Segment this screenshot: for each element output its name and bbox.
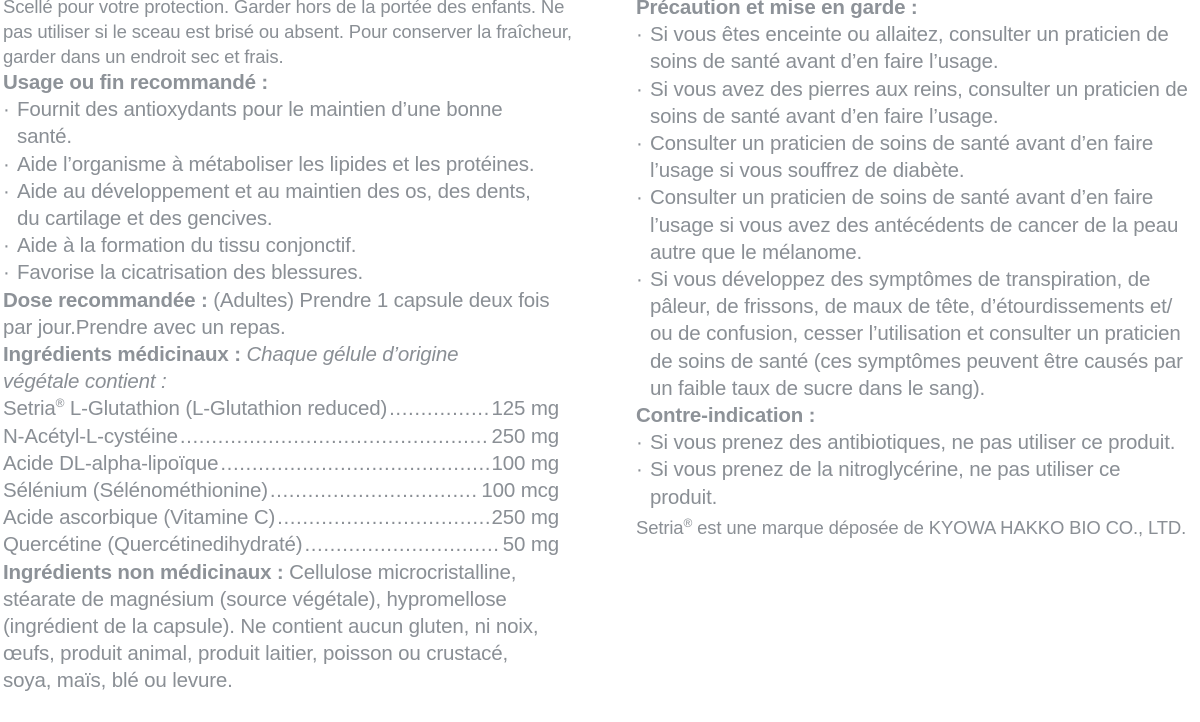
ingredient-amount: 250 mg	[491, 506, 559, 530]
dot-leader	[180, 423, 490, 450]
caution-list	[636, 21, 1196, 402]
dot-leader	[304, 531, 500, 558]
dose-line	[3, 287, 559, 314]
ingredient-name: Acide ascorbique (Vitamine C)	[3, 506, 276, 530]
usage-list	[3, 96, 559, 286]
list-item-continuation: santé.	[17, 125, 72, 149]
bullet-icon: ·	[636, 186, 643, 210]
list-item: · Si vous êtes enceinte ou allaitez, consulter un praticien de	[636, 21, 1196, 48]
medicinal-intro-continuation: végétale contient :	[3, 370, 167, 394]
medicinal-heading: Ingrédients médicinaux :	[3, 343, 241, 367]
ingredient-amount: 100 mcg	[481, 479, 559, 503]
intro-line: pas utiliser si le sceau est brisé ou absent. Pour conserver la fraîcheur,	[3, 21, 572, 42]
ingredient-amount: 100 mg	[491, 451, 559, 475]
list-item-continuation: autre que le mélanome.	[650, 240, 863, 264]
bullet-icon: ·	[3, 179, 10, 203]
trademark-notice: Setria® est une marque déposée de KYOWA HAKKO BIO CO., LTD.	[636, 515, 1187, 538]
list-item-continuation: un faible taux de sucre dans le sang).	[650, 376, 986, 400]
list-item-continuation: pâleur, de frissons, de maux de tête, d’étourdissements et/	[650, 295, 1173, 319]
intro-line: Scellé pour votre protection. Garder hors de la portée des enfants. Ne	[3, 0, 565, 17]
ingredient-name: N-Acétyl-L-cystéine	[3, 424, 178, 448]
dose-heading: Dose recommandée :	[3, 288, 208, 312]
ingredient-name: Acide DL-alpha-lipoïque	[3, 451, 219, 475]
ingredient-row	[3, 395, 559, 422]
left-column	[3, 0, 572, 695]
medicinal-intro: Chaque gélule d’origine	[240, 343, 459, 367]
ingredient-amount: 250 mg	[491, 424, 559, 448]
ingredient-row	[3, 531, 559, 558]
bullet-icon: ·	[3, 152, 10, 176]
bullet-icon: ·	[3, 98, 10, 122]
contra-list	[636, 429, 1196, 511]
dose-text: (Adultes) Prendre 1 capsule deux fois	[207, 288, 550, 312]
list-item: · Aide au développement et au maintien des os, des dents,	[3, 178, 559, 205]
intro-text	[3, 0, 572, 69]
non-medicinal-text: œufs, produit animal, produit laitier, poisson ou crustacé,	[3, 642, 509, 666]
intro-line: garder dans un endroit sec et frais.	[3, 46, 284, 67]
caution-heading: Précaution et mise en garde :	[636, 0, 918, 19]
ingredient-name: Sélénium (Sélénométhionine)	[3, 479, 268, 503]
ingredient-amount: 50 mg	[502, 533, 559, 557]
dot-leader	[220, 450, 489, 477]
medicinal-line	[3, 341, 559, 368]
usage-heading: Usage ou fin recommandé :	[3, 71, 269, 94]
list-item-continuation: l’usage si vous souffrez de diabète.	[650, 159, 965, 183]
bullet-icon: ·	[636, 132, 643, 156]
list-item-continuation: de soins de santé (ces symptômes peuvent être causés par	[650, 349, 1183, 373]
list-item-continuation: soins de santé avant d’en faire l’usage.	[650, 104, 999, 128]
list-item: · Aide l’organisme à métaboliser les lipides et les protéines.	[3, 151, 559, 178]
bullet-icon: ·	[3, 234, 10, 258]
dot-leader	[277, 504, 489, 531]
non-medicinal-text: soya, maïs, blé ou levure.	[3, 669, 233, 693]
non-medicinal-line: Ingrédients non médicinaux : Cellulose microcristalline,	[3, 560, 517, 584]
list-item: · Favorise la cicatrisation des blessures.	[3, 259, 559, 286]
bullet-icon: ·	[636, 458, 643, 482]
list-item: · Si vous développez des symptômes de transpiration, de	[636, 266, 1196, 293]
non-medicinal-heading: Ingrédients non médicinaux :	[3, 560, 284, 584]
list-item: · Fournit des antioxydants pour le maintien d’une bonne	[3, 96, 559, 123]
list-item: · Consulter un praticien de soins de santé avant d’en faire	[636, 184, 1196, 211]
list-item: · Consulter un praticien de soins de santé avant d’en faire	[636, 130, 1196, 157]
list-item-continuation: produit.	[650, 485, 718, 509]
list-item-continuation: l’usage si vous avez des antécédents de cancer de la peau	[650, 213, 1179, 237]
ingredient-amount: 125 mg	[491, 397, 559, 421]
ingredient-name: Quercétine (Quercétinedihydraté)	[3, 533, 303, 557]
non-medicinal-text: (ingrédient de la capsule). Ne contient aucun gluten, ni noix,	[3, 615, 539, 639]
right-column	[636, 0, 1196, 540]
bullet-icon: ·	[636, 431, 643, 455]
ingredient-row	[3, 450, 559, 477]
list-item: · Si vous avez des pierres aux reins, consulter un praticien de	[636, 76, 1196, 103]
list-item-continuation: ou de confusion, cesser l’utilisation et consulter un praticien	[650, 322, 1181, 346]
dose-text-continuation: par jour.Prendre avec un repas.	[3, 315, 286, 339]
contra-heading: Contre-indication :	[636, 404, 816, 428]
ingredient-row	[3, 504, 559, 531]
bullet-icon: ·	[636, 268, 643, 292]
bullet-icon: ·	[3, 261, 10, 285]
list-item-continuation: du cartilage et des gencives.	[17, 207, 273, 231]
list-item: · Aide à la formation du tissu conjonctif.	[3, 232, 559, 259]
ingredient-row	[3, 477, 559, 504]
list-item: · Si vous prenez des antibiotiques, ne pas utiliser ce produit.	[636, 429, 1196, 456]
ingredients-table	[3, 395, 559, 558]
non-medicinal-text: stéarate de magnésium (source végétale), hypromellose	[3, 587, 507, 611]
bullet-icon: ·	[636, 77, 643, 101]
ingredient-name: Setria® L-Glutathion (L-Glutathion reduced)	[3, 396, 388, 421]
bullet-icon: ·	[636, 23, 643, 47]
dot-leader	[270, 477, 480, 504]
list-item-continuation: soins de santé avant d’en faire l’usage.	[650, 50, 999, 74]
ingredient-row	[3, 423, 559, 450]
dot-leader	[389, 395, 489, 422]
list-item: · Si vous prenez de la nitroglycérine, ne pas utiliser ce	[636, 456, 1196, 483]
